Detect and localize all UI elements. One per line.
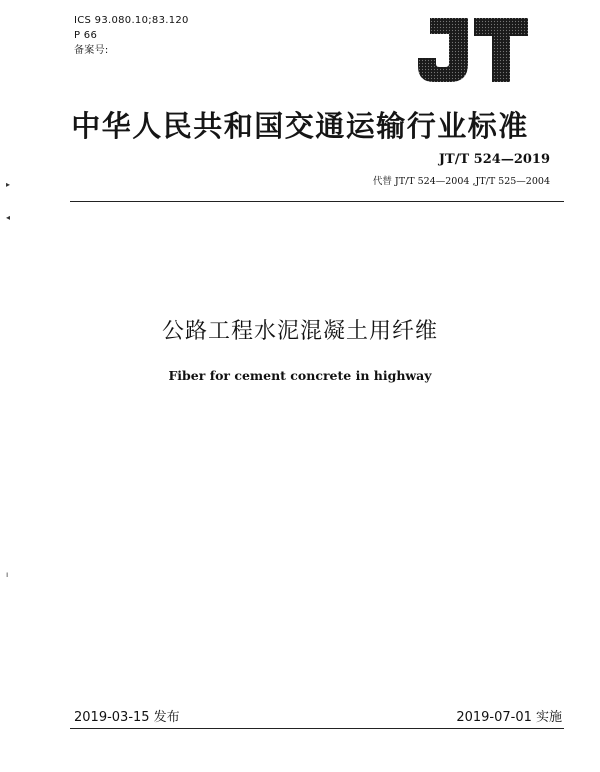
- jt-logo-icon: [412, 14, 532, 86]
- scan-mark: ▸: [6, 180, 11, 189]
- standard-category-title: 中华人民共和国交通运输行业标准: [71, 109, 529, 143]
- record-number: 备案号:: [74, 45, 109, 56]
- scan-mark: ı: [6, 570, 9, 579]
- document-title-cn: 公路工程水泥混凝土用纤维: [161, 319, 438, 344]
- standard-number: JT/T 524—2019: [438, 152, 550, 167]
- document-title-en: Fiber for cement concrete in highway: [168, 368, 432, 383]
- implementation-date: 2019-07-01 实施: [456, 710, 562, 725]
- scan-mark: ◂: [6, 213, 11, 222]
- ics-code: ICS 93.080.10;83.120: [74, 15, 189, 26]
- issue-date: 2019-03-15 发布: [74, 710, 180, 725]
- header-divider: [70, 201, 564, 202]
- replaces-note: 代替 JT/T 524—2004 ,JT/T 525—2004: [372, 176, 550, 187]
- ccs-code: P 66: [74, 30, 98, 41]
- footer-divider: [70, 728, 564, 729]
